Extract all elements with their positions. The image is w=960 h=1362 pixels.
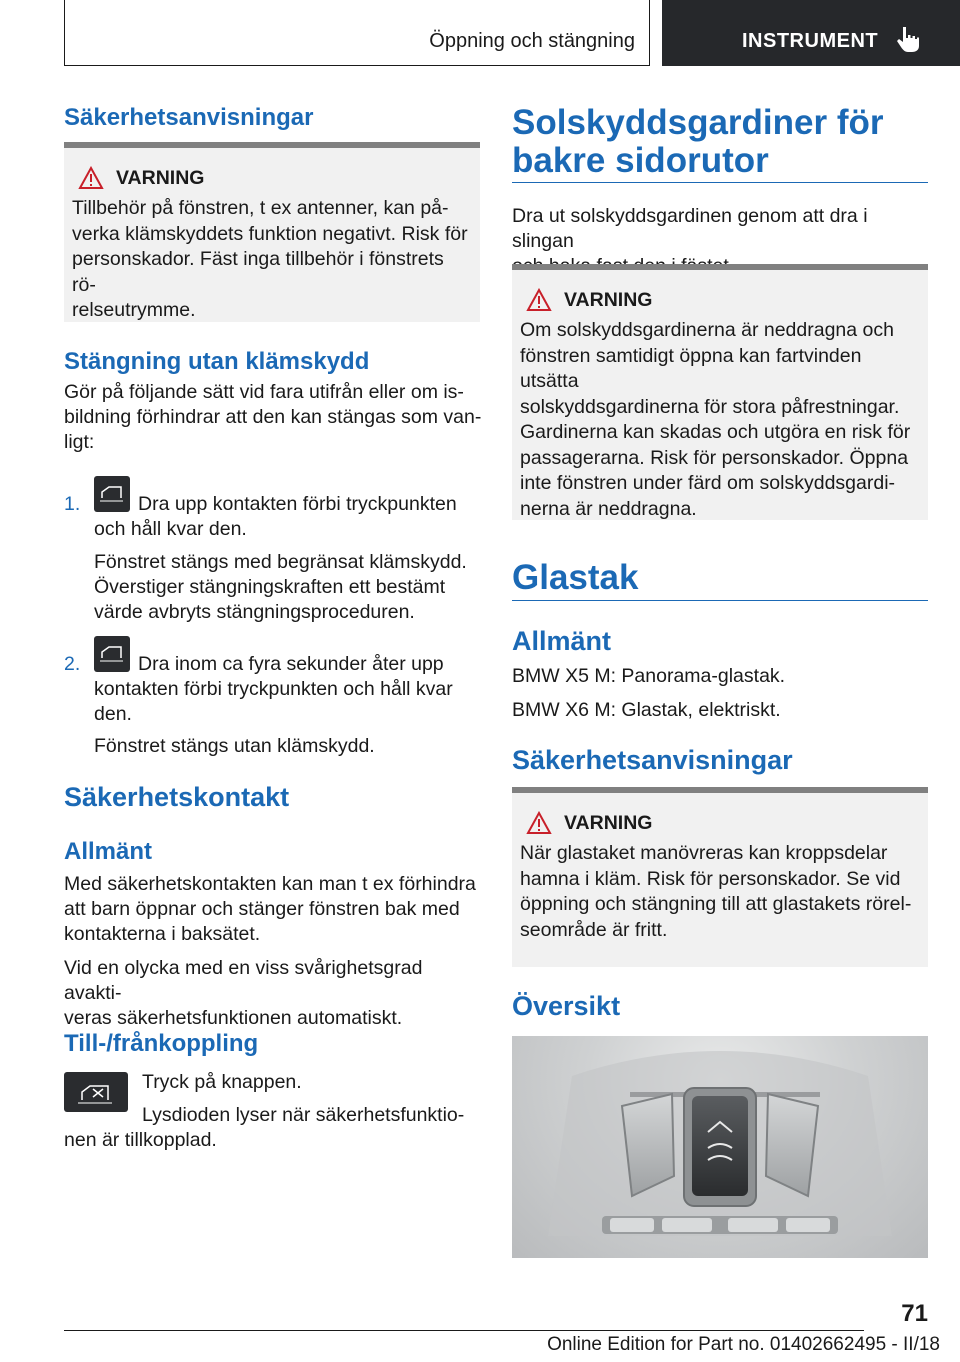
general-paragraph-1 (64, 872, 484, 947)
header-section-box (64, 0, 650, 66)
warning-box-2 (512, 264, 928, 520)
step-2-text: Dra inom ca fyra sekunder åter upp (138, 653, 444, 675)
text-line: Fönstret stängs med begränsat klämskydd. (94, 551, 467, 573)
step-number: 2. (64, 653, 81, 675)
x5-text: BMW X5 M: Panorama-glastak. (512, 665, 786, 687)
closing-paragraph (64, 380, 484, 455)
warning-line: solskyddsgardinerna för stora påfrestningar. (520, 395, 900, 418)
overhead-console-illustration (512, 1036, 928, 1258)
warning-label: VARNING (116, 166, 205, 189)
window-switch-icon (94, 476, 130, 512)
page-number: 71 (901, 1300, 928, 1327)
warning-line: personskador. Fäst inga tillbehör i fönstrets rö- (72, 248, 444, 296)
warning-header (520, 811, 918, 835)
footer-edition: Online Edition for Part no. 01402662495 - II/18 (547, 1334, 940, 1355)
text-line: värde avbryts stängningsproceduren. (94, 601, 415, 623)
warning-label: VARNING (564, 811, 653, 834)
warning-line: inte fönstren under färd om solskyddsgardi- (520, 472, 896, 494)
warning-label: VARNING (564, 288, 653, 311)
warning-line: nerna är neddragna. (520, 497, 697, 520)
text-line: Dra ut solskyddsgardinen genom att dra i slingan (512, 205, 868, 252)
general-paragraph-2 (64, 956, 484, 1031)
child-lock-switch-icon (64, 1072, 128, 1112)
step-1-text: Dra upp kontakten förbi tryckpunkten (138, 493, 457, 515)
text-line: kontakterna i baksätet. (64, 923, 261, 945)
heading-line: Solskyddsgardiner för (512, 103, 884, 142)
step-2-text-cont: den. (94, 703, 132, 725)
warning-line: Gardinerna kan skadas och utgöra en risk för (520, 421, 911, 443)
contact-heading: Säkerhetskontakt (64, 782, 290, 812)
warning-triangle-icon (78, 166, 104, 190)
heading-rule (512, 182, 928, 183)
warning-line: öppning och stängning till att glastakets rörel- (520, 893, 912, 915)
overhead-console-photo (512, 1036, 928, 1258)
warning-line: När glastaket manövreras kan kroppsdelar (520, 842, 888, 864)
step-2 (64, 652, 484, 727)
hand-pointer-icon (894, 24, 924, 54)
text-line: bildning förhindrar att den kan stängas som van- (64, 406, 482, 428)
safety-heading-right: Säkerhetsanvisningar (512, 745, 793, 775)
window-switch-icon (94, 636, 130, 672)
warning-text (72, 196, 470, 324)
shade-heading (512, 104, 883, 180)
closing-heading: Stängning utan klämskydd (64, 348, 370, 375)
text-line: Vid en olycka med en viss svårighetsgrad avakti- (64, 957, 423, 1004)
warning-text (520, 318, 918, 522)
step-number: 1. (64, 493, 81, 515)
general-heading-left: Allmänt (64, 838, 153, 865)
text-line: ligt: (64, 431, 95, 453)
text-line: Med säkerhetskontakten kan man t ex förhindra (64, 873, 476, 895)
toggle-heading: Till-/frånkoppling (64, 1030, 259, 1057)
warning-box-1 (64, 142, 480, 322)
footer-rule (64, 1330, 864, 1331)
warning-header (520, 288, 918, 312)
warning-text (520, 841, 918, 943)
step-2-text-cont: kontakten förbi tryckpunkten och håll kvar (94, 678, 453, 700)
warning-line: Om solskyddsgardinerna är neddragna och (520, 319, 894, 341)
warning-line: Tillbehör på fönstren, t ex antenner, kan på- (72, 197, 449, 219)
warning-box-3 (512, 787, 928, 967)
page-header (0, 0, 960, 66)
text-line: Överstiger stängningskraften ett bestämt (94, 576, 446, 598)
step-1 (64, 492, 484, 542)
step-1-text-cont: och håll kvar den. (94, 518, 247, 540)
toggle-line-1: Tryck på knappen. (142, 1071, 302, 1093)
warning-line: hamna i kläm. Risk för personskador. Se vid (520, 867, 901, 890)
step-2-result: Fönstret stängs utan klämskydd. (94, 735, 375, 757)
warning-line: seområde är fritt. (520, 918, 668, 941)
warning-line: passagerarna. Risk för personskador. Öppna (520, 446, 909, 469)
header-chapter-box (662, 0, 960, 66)
warning-header (72, 166, 470, 190)
glass-roof-heading: Glastak (512, 558, 639, 597)
safety-heading-left: Säkerhetsanvisningar (64, 104, 314, 131)
warning-line: fönstren samtidigt öppna kan fartvinden utsätta (520, 344, 862, 392)
x6-text: BMW X6 M: Glastak, elektriskt. (512, 699, 781, 721)
text-line: Gör på följande sätt vid fara utifrån eller om is- (64, 381, 464, 403)
heading-rule (512, 600, 928, 601)
warning-triangle-icon (526, 288, 552, 312)
overview-heading: Översikt (512, 991, 621, 1021)
heading-line: bakre sidorutor (512, 141, 769, 180)
text-line: att barn öppnar och stänger fönstren bak med (64, 898, 460, 920)
warning-line: verka klämskyddets funktion negativt. Risk för (72, 222, 468, 245)
warning-line: relseutrymme. (72, 299, 196, 321)
header-section-title: Öppning och stängning (429, 30, 635, 52)
general-heading-right: Allmänt (512, 626, 612, 656)
header-chapter-title: INSTRUMENT (742, 30, 879, 52)
toggle-line-2: Lysdioden lyser när säkerhetsfunktio- (142, 1104, 465, 1126)
toggle-line-3: nen är tillkopplad. (64, 1129, 217, 1151)
text-line: veras säkerhetsfunktionen automatiskt. (64, 1007, 403, 1029)
warning-triangle-icon (526, 811, 552, 835)
step-1-result (94, 550, 484, 625)
